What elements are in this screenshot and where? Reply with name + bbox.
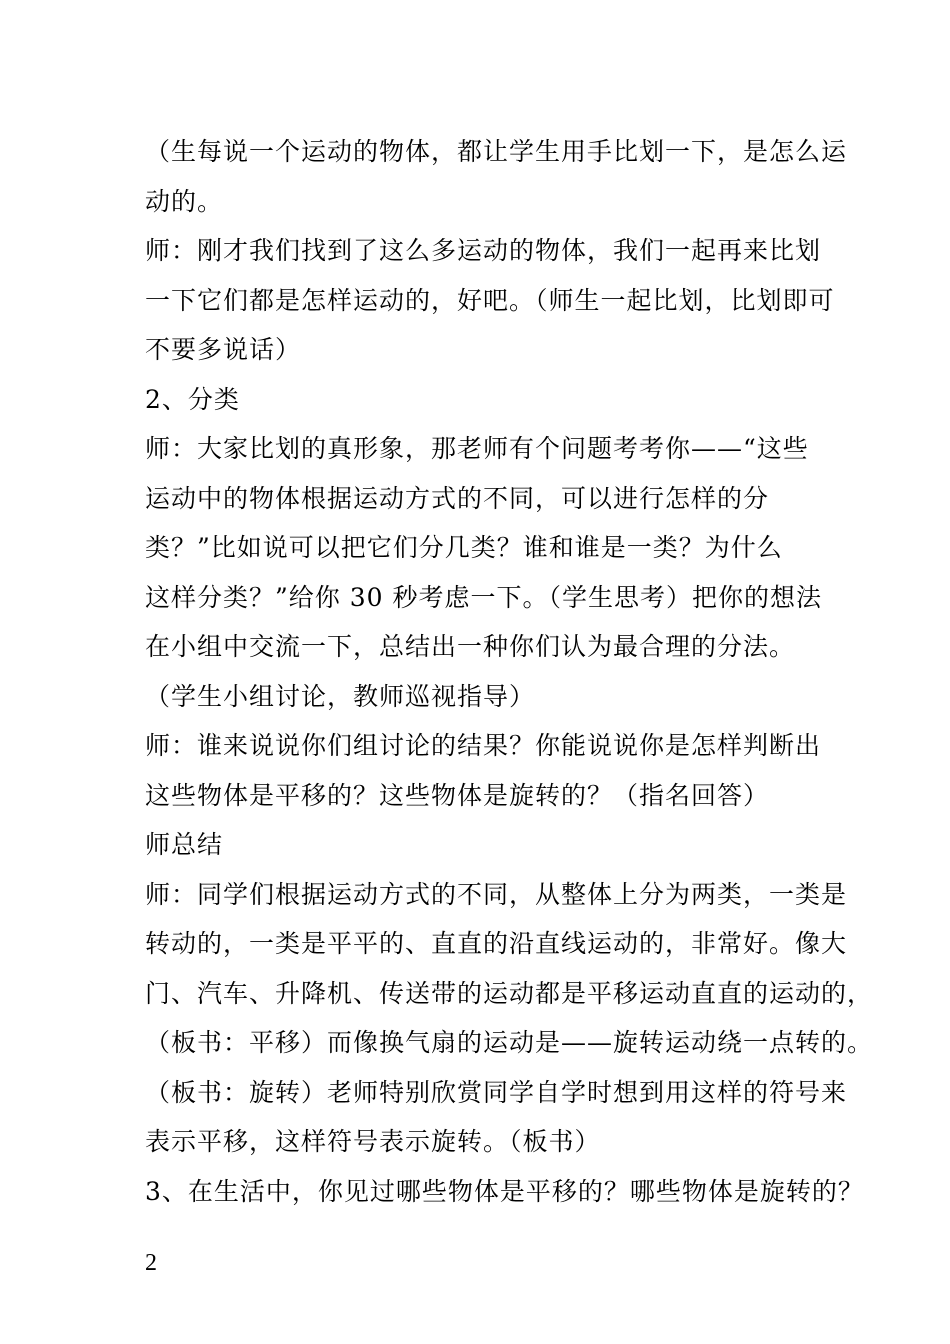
- section-heading: 2、分类: [145, 384, 240, 414]
- text-line: 类？”比如说可以把它们分几类？谁和谁是一类？为什么: [145, 533, 783, 562]
- text-line: 这些物体是平移的？这些物体是旋转的？（指名回答）: [145, 780, 770, 810]
- text-line: 师：同学们根据运动方式的不同，从整体上分为两类，一类是: [145, 879, 848, 909]
- text-line: 师：刚才我们找到了这么多运动的物体，我们一起再来比划: [145, 236, 822, 265]
- text-line: （板书：旋转）老师特别欣赏同学自学时想到用这样的符号来: [145, 1077, 848, 1107]
- text-line: 一下它们都是怎样运动的，好吧。（师生一起比划，比划即可: [145, 285, 835, 315]
- text-line: 师：谁来说说你们组讨论的结果？你能说说你是怎样判断出: [145, 731, 822, 760]
- text-line: 表示平移，这样符号表示旋转。（板书）: [145, 1127, 601, 1156]
- text-line: （生每说一个运动的物体，都让学生用手比划一下，是怎么运: [145, 137, 848, 166]
- text-line: 这样分类？”给你 30 秒考虑一下。（学生思考）把你的想法: [145, 582, 822, 612]
- page-number: 2: [145, 1250, 157, 1276]
- text-line: （学生小组讨论，教师巡视指导）: [145, 681, 536, 711]
- text-line: 师总结: [145, 830, 224, 859]
- document-body: [145, 127, 874, 1216]
- text-line: 运动中的物体根据运动方式的不同，可以进行怎样的分: [145, 483, 770, 513]
- text-line: （板书：平移）而像换气扇的运动是——旋转运动绕一点转的。: [145, 1028, 874, 1057]
- text-line: 在小组中交流一下，总结出一种你们认为最合理的分法。: [145, 632, 796, 661]
- text-line: 师：大家比划的真形象，那老师有个问题考考你——“这些: [145, 434, 809, 463]
- text-line: 门、汽车、升降机、传送带的运动都是平移运动直直的运动的，: [145, 978, 874, 1008]
- text-line: 转动的，一类是平平的、直直的沿直线运动的，非常好。像大: [145, 929, 848, 958]
- text-line: 不要多说话）: [145, 335, 302, 364]
- text-line: 动的。: [145, 186, 224, 216]
- section-heading: 3、在生活中，你见过哪些物体是平移的？哪些物体是旋转的？: [145, 1176, 864, 1206]
